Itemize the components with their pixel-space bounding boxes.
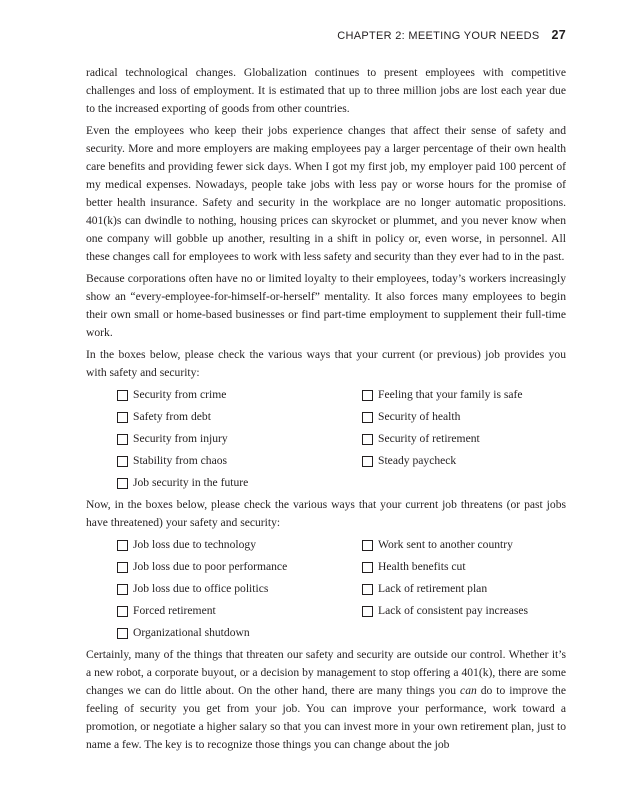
checklist-item-label: Security from crime	[133, 388, 227, 401]
checkbox[interactable]	[362, 584, 373, 595]
running-header	[86, 28, 566, 42]
provides-checklist	[86, 386, 566, 492]
checklist-item-label: Security from injury	[133, 432, 228, 445]
checklist-item[interactable]	[117, 580, 362, 598]
checklist-item-label: Job loss due to office politics	[133, 582, 269, 595]
checklist-item-label: Job loss due to poor performance	[133, 560, 288, 573]
checklist-item[interactable]	[362, 558, 572, 576]
checklist-item[interactable]	[117, 558, 362, 576]
checkbox[interactable]	[362, 390, 373, 401]
checklist-item-label: Feeling that your family is safe	[378, 388, 523, 401]
checklist-item[interactable]	[117, 430, 362, 448]
paragraph-changes: Even the employees who keep their jobs experience changes that affect their sense of safety and security. More and more employers are making employees pay a larger percentage of their own health care benefits and providing fewer sick days. When I got my first job, my employer paid 100 percent of my medical expenses. Nowadays, people take jobs with less pay or worse hours for the promise of better health insurance. Safety and security in the workplace are no longer automatic propositions. 401(k)s can dwindle to nothing, housing prices can skyrocket or plummet, and you never know when one company will gobble up another, resulting in a shift in policy or, even worse, in personnel. All these changes call for employees to work with less safety and security than they ever had to in the past.	[86, 124, 566, 263]
paragraph-control	[86, 646, 566, 754]
checkbox[interactable]	[362, 606, 373, 617]
checkbox[interactable]	[117, 584, 128, 595]
checklist-item-label: Security of health	[378, 410, 461, 423]
checklist-item-label: Lack of retirement plan	[378, 582, 488, 595]
checklist-item[interactable]	[362, 452, 572, 470]
checklist-item[interactable]	[117, 408, 362, 426]
checklist-item[interactable]	[362, 602, 572, 620]
checkbox[interactable]	[362, 562, 373, 573]
checkbox[interactable]	[117, 390, 128, 401]
paragraph-control-text-b: do to improve the feeling of security you get from your job. You can improve your performance, work toward a promotion, or negotiate a higher salary so that you can invest more in your own retirement plan, just to name a few. The key is to recognize those things you can change about the job	[86, 684, 566, 751]
checklist-item-label: Security of retirement	[378, 432, 480, 445]
checkbox[interactable]	[117, 628, 128, 639]
checklist-item-label: Work sent to another country	[378, 538, 513, 551]
checklist-item[interactable]	[362, 536, 572, 554]
paragraph-globalization: radical technological changes. Globalization continues to present employees with competitive challenges and loss of employment. It is estimated that up to three million jobs are lost each year due to the increased exporting of goods from other countries.	[86, 66, 566, 115]
checklist-item[interactable]	[117, 602, 362, 620]
checklist-item-label: Forced retirement	[133, 604, 216, 617]
checklist-item[interactable]	[117, 474, 362, 492]
checklist-item[interactable]	[362, 386, 572, 404]
checklist-item-label: Stability from chaos	[133, 454, 228, 467]
checklist-item-label: Lack of consistent pay increases	[378, 604, 529, 617]
checkbox[interactable]	[117, 540, 128, 551]
checkbox[interactable]	[117, 434, 128, 445]
checklist-item[interactable]	[362, 408, 572, 426]
checkbox[interactable]	[117, 562, 128, 573]
checkbox[interactable]	[117, 412, 128, 423]
threatens-checklist	[86, 536, 566, 642]
checklist-item-label: Health benefits cut	[378, 560, 466, 573]
paragraph-loyalty: Because corporations often have no or limited loyalty to their employees, today’s workers increasingly show an “every-employee-for-himself-or-herself” mentality. It also forces many employees to begin their own small or home-based businesses or find part-time employment to supplement their full-time work.	[86, 272, 566, 339]
paragraph-provides-instructions: In the boxes below, please check the various ways that your current (or previous) job provides you with safety and security:	[86, 348, 566, 379]
checkbox[interactable]	[362, 434, 373, 445]
checklist-item[interactable]	[117, 452, 362, 470]
checkbox[interactable]	[362, 540, 373, 551]
chapter-title: CHAPTER 2: MEETING YOUR NEEDS	[337, 30, 540, 42]
checklist-item[interactable]	[362, 430, 572, 448]
checkbox[interactable]	[117, 478, 128, 489]
checkbox[interactable]	[362, 456, 373, 467]
page-number: 27	[551, 28, 566, 42]
checklist-item-label: Job loss due to technology	[133, 538, 257, 551]
checklist-item[interactable]	[117, 624, 362, 642]
emphasis-can: can	[460, 684, 477, 697]
checklist-item-label: Job security in the future	[133, 476, 249, 489]
checkbox[interactable]	[362, 412, 373, 423]
checklist-item[interactable]	[117, 536, 362, 554]
paragraph-threatens-instructions: Now, in the boxes below, please check the various ways that your current job threatens (or past jobs have threatened) your safety and security:	[86, 498, 566, 529]
checklist-item-label: Steady paycheck	[378, 454, 457, 467]
checklist-item-label: Organizational shutdown	[133, 626, 250, 639]
checklist-item[interactable]	[362, 580, 572, 598]
checkbox[interactable]	[117, 456, 128, 467]
body-text	[86, 64, 566, 754]
checklist-item-label: Safety from debt	[133, 410, 211, 423]
checkbox[interactable]	[117, 606, 128, 617]
paragraph-control-text-a: Certainly, many of the things that threaten our safety and security are outside our control. Whether it’s a new robot, a corporate buyout, or a decision by management to stop offering a 401(k), there are some changes we can do little about. On the other hand, there are many things you	[86, 648, 566, 697]
checklist-item[interactable]	[117, 386, 362, 404]
